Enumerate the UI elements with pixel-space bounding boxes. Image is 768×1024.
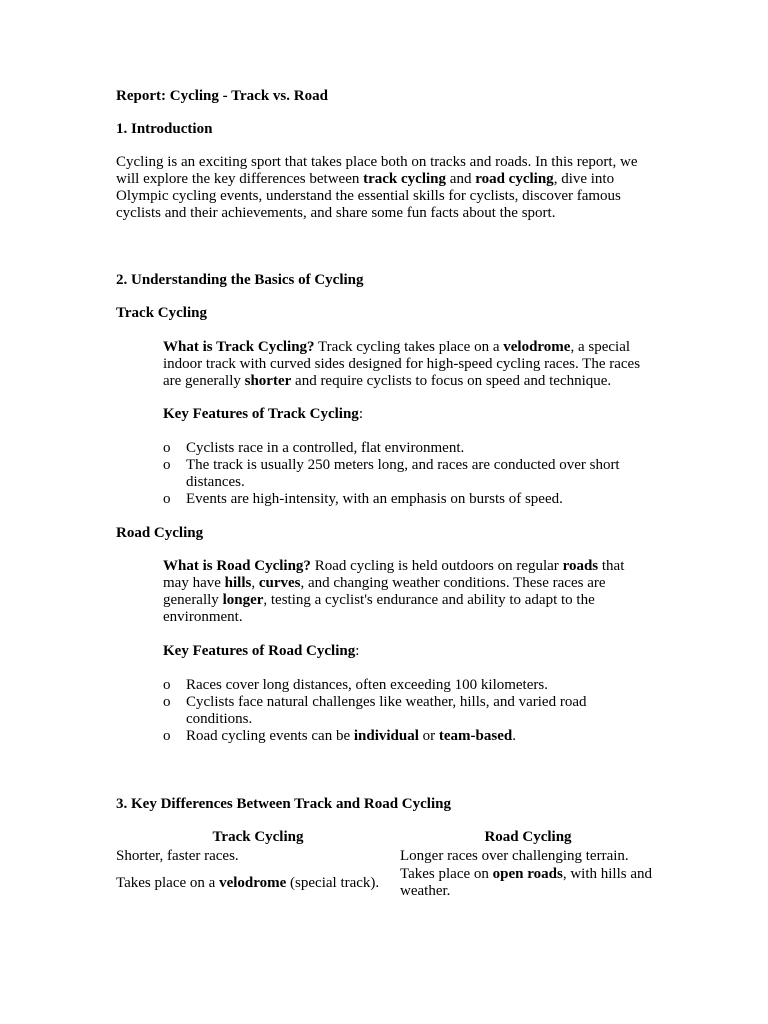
list-item: o Races cover long distances, often exceeding 100 kilometers. [163,677,548,693]
track-features-list [163,440,656,508]
document-page [116,88,656,900]
table-header-row [116,829,656,848]
table-cell: Longer races over challenging terrain. [400,848,629,864]
differences-heading: 3. Key Differences Between Track and Road Cycling [116,796,451,812]
list-item: o The track is usually 250 meters long, and races are conducted over short distances. [163,457,620,490]
track-what-paragraph: What is Track Cycling? Track cycling takes place on a velodrome, a special indoor track with curved sides designed for high-speed cycling races. The races are generally shorter and require cyclists to focus on speed and technique. [163,339,641,389]
basics-heading: 2. Understanding the Basics of Cycling [116,272,364,288]
track-heading: Track Cycling [116,305,207,321]
report-title: Report: Cycling - Track vs. Road [116,88,328,104]
bullet-icon: o [163,440,171,456]
intro-heading: 1. Introduction [116,121,213,137]
table-cell: Takes place on a velodrome (special track). [116,874,380,891]
road-features-label: Key Features of Road Cycling: [163,643,360,659]
list-item: o Cyclists race in a controlled, flat environment. [163,440,465,456]
table-row [116,866,656,900]
table-cell: Shorter, faster races. [116,848,239,864]
track-features-label: Key Features of Track Cycling: [163,406,363,422]
bullet-icon: o [163,491,171,507]
bullet-icon: o [163,457,171,473]
road-features-list [163,677,656,745]
bullet-icon: o [163,728,171,744]
bullet-icon: o [163,677,171,693]
differences-table [116,829,656,900]
track-cycling-term: track cycling [363,171,447,187]
column-header-track: Track Cycling [212,829,304,845]
list-item: o Cyclists face natural challenges like weather, hills, and varied road conditions. [163,694,587,727]
column-header-road: Road Cycling [484,829,572,845]
bullet-icon: o [163,694,171,710]
table-cell: Takes place on open roads, with hills and weather. [400,866,653,899]
table-row [116,848,656,866]
intro-paragraph: Cycling is an exciting sport that takes place both on tracks and roads. In this report, we will explore the key differences between track cycling and road cycling, dive into Olympic cycling events, understand the essential skills for cyclists, discover famous cyclists and their achievements, and share some fun facts about the sport. [116,154,638,221]
road-what-paragraph: What is Road Cycling? Road cycling is held outdoors on regular roads that may have hills, curves, and changing weather conditions. These races are generally longer, testing a cyclist's endurance and ability to adapt to the environment. [163,558,625,625]
list-item: o Road cycling events can be individual or team-based. [163,728,516,744]
list-item: o Events are high-intensity, with an emphasis on bursts of speed. [163,491,563,507]
road-heading: Road Cycling [116,525,204,541]
road-cycling-term: road cycling [475,171,554,187]
